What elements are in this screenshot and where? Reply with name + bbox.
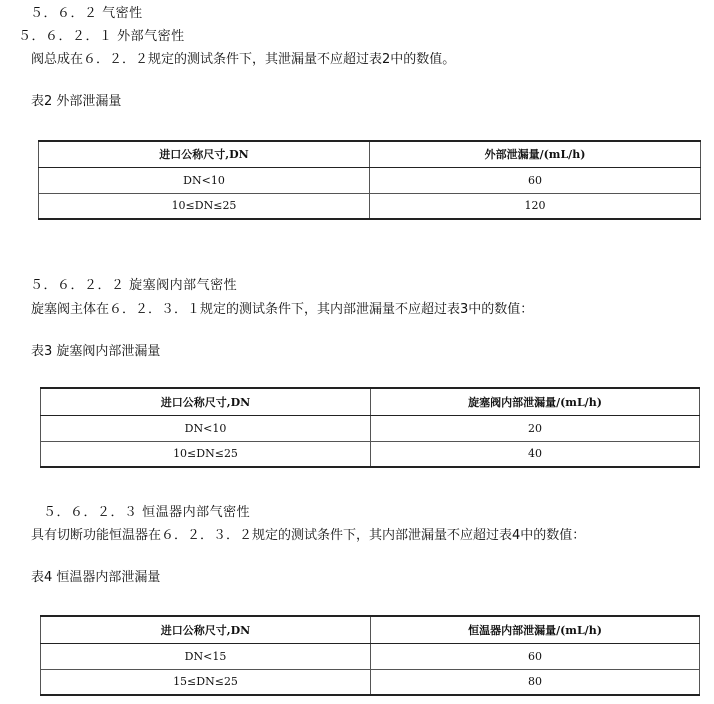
table-3 [40,387,700,468]
section-title: 恒温器内部气密性 [142,505,251,520]
table-cell: 80 [371,669,700,695]
table-cell: DN<15 [41,643,371,669]
section-number: ５．６．２．３ [43,505,138,520]
table-2 [38,140,701,220]
table-cell: DN<10 [41,415,371,441]
table-header-row [41,616,700,643]
table-cell: 15≤DN≤25 [41,669,371,695]
section-number: ５．６．２．２ [30,278,125,293]
table-2-caption: 表2 外部泄漏量 [31,94,122,109]
table-cell: 40 [371,441,700,467]
table-row [41,669,700,695]
header-cell: 进口公称尺寸,DN [41,388,371,415]
table-header-row [39,141,701,167]
table-cell: DN<10 [39,167,370,193]
section-5-6-2-3-body: 具有切断功能恒温器在６．２．３．２规定的测试条件下，其内部泄漏量不应超过表4中的数值： [31,528,586,543]
table-cell: 20 [371,415,700,441]
table-cell: 10≤DN≤25 [39,193,370,219]
section-title: 气密性 [102,6,143,21]
table-header-row [41,388,700,415]
header-cell: 进口公称尺寸,DN [41,616,371,643]
table-row [39,193,701,219]
table-row [41,441,700,467]
table-cell: 10≤DN≤25 [41,441,371,467]
section-number: ５．６．２．１ [18,29,113,44]
table-row [41,643,700,669]
header-cell: 外部泄漏量/(mL/h) [370,141,701,167]
table-cell: 60 [371,643,700,669]
table-4 [40,615,700,696]
header-cell: 进口公称尺寸,DN [39,141,370,167]
table-3-caption: 表3 旋塞阀内部泄漏量 [31,344,161,359]
header-cell: 旋塞阀内部泄漏量/(mL/h) [371,388,700,415]
section-5-6-2-1-body: 阀总成在６．２．２规定的测试条件下，其泄漏量不应超过表2中的数值。 [31,52,456,67]
section-title: 外部气密性 [117,29,185,44]
section-5-6-2-1-heading [18,29,185,45]
section-5-6-2-3-heading [43,505,250,521]
table-row [41,415,700,441]
header-cell: 恒温器内部泄漏量/(mL/h) [371,616,700,643]
table-4-caption: 表4 恒温器内部泄漏量 [31,570,161,585]
table-row [39,167,701,193]
section-number: ５．６．２ [30,6,98,21]
table-cell: 120 [370,193,701,219]
section-5-6-2-2-body: 旋塞阀主体在６．２．３．１规定的测试条件下，其内部泄漏量不应超过表3中的数值： [31,302,534,317]
table-cell: 60 [370,167,701,193]
section-5-6-2-2-heading [30,278,237,294]
section-5-6-2-heading [30,6,143,22]
section-title: 旋塞阀内部气密性 [129,278,238,293]
